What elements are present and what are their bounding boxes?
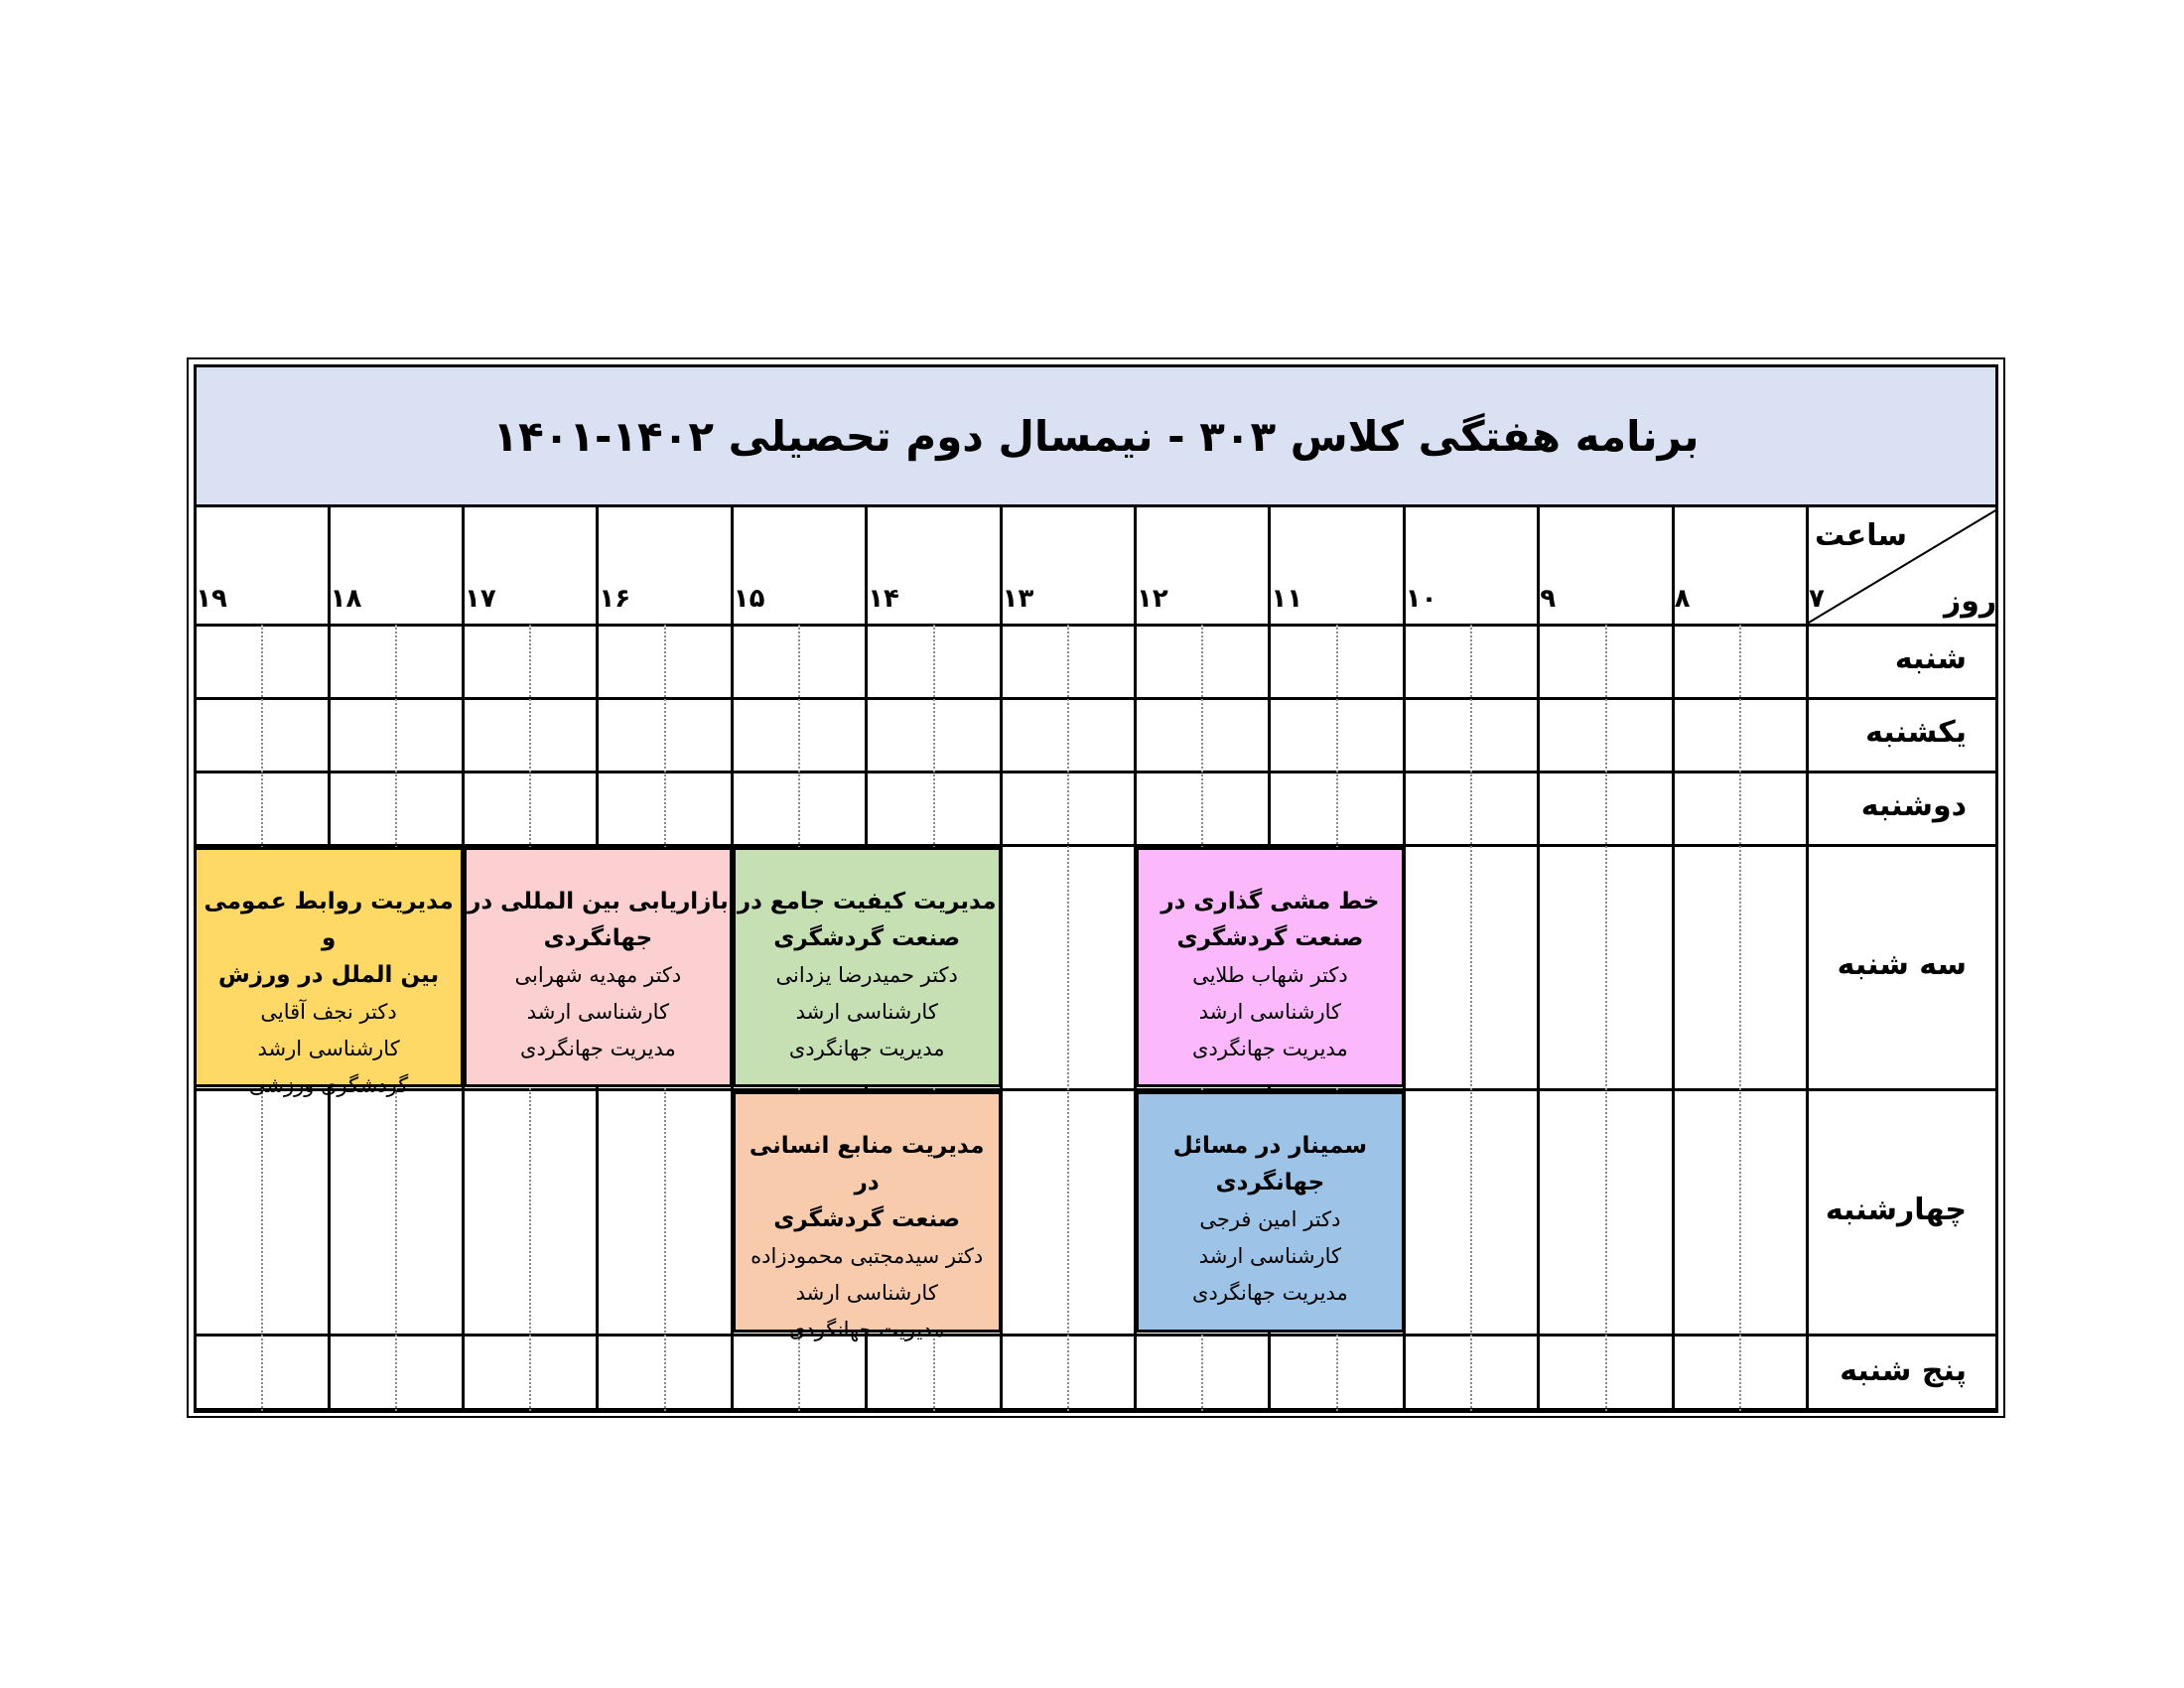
course-name: جهانگردی xyxy=(543,925,653,951)
course-name: خط مشی گذاری در xyxy=(1160,889,1380,914)
hour-label: ۱۱ xyxy=(1271,584,1303,614)
course-block[interactable] xyxy=(194,847,464,1097)
course-field: مدیریت جهانگردی xyxy=(1192,1037,1348,1060)
course-field: مدیریت جهانگردی xyxy=(788,1037,945,1060)
corner-hour-label: ساعت xyxy=(1815,518,1908,553)
course-field: مدیریت جهانگردی xyxy=(1192,1281,1348,1305)
hour-label: ۱۵ xyxy=(733,584,765,614)
hour-col-line xyxy=(1537,507,1540,1411)
course-name: صنعت گردشگری xyxy=(773,925,961,951)
course-instructor: دکتر مهدیه شهرابی xyxy=(514,963,682,987)
day-col-line xyxy=(1806,507,1809,1411)
course-instructor: دکتر شهاب طلایی xyxy=(1192,963,1348,987)
course-instructor: دکتر حمیدرضا یزدانی xyxy=(775,963,958,987)
course-degree: کارشناسی ارشد xyxy=(795,1000,938,1024)
course-instructor: دکتر سیدمجتبی محمودزاده xyxy=(751,1244,984,1268)
title-band xyxy=(194,364,1998,507)
day-label: چهارشنبه xyxy=(1825,1192,1967,1227)
course-degree: کارشناسی ارشد xyxy=(1198,1000,1342,1024)
course-block[interactable] xyxy=(733,1091,1002,1341)
course-name: بازاریابی بین المللی در xyxy=(468,889,729,914)
schedule-title: برنامه هفتگی کلاس ۳۰۳ - نیمسال دوم تحصیلی ۱۴۰۲-۱۴۰۱ xyxy=(492,411,1700,461)
hour-label: ۱۰ xyxy=(1405,584,1437,614)
course-name: جهانگردی xyxy=(1215,1170,1325,1196)
course-name: صنعت گردشگری xyxy=(1176,925,1364,951)
hour-label: ۱۲ xyxy=(1137,584,1168,614)
course-block[interactable] xyxy=(464,847,733,1087)
hour-label: ۱۹ xyxy=(196,584,227,614)
hour-label: ۸ xyxy=(1674,584,1691,614)
day-label: سه شنبه xyxy=(1837,947,1967,982)
hour-label: ۱۷ xyxy=(465,584,496,614)
half-hour-guide xyxy=(1605,625,1607,1411)
day-label: دوشنبه xyxy=(1860,788,1967,823)
course-instructor: دکتر نجف آقایی xyxy=(260,1000,397,1024)
hour-label: ۱۶ xyxy=(599,584,631,614)
hour-label: ۱۳ xyxy=(1002,584,1034,614)
day-label: پنج شنبه xyxy=(1840,1352,1967,1388)
course-name: مدیریت منابع انسانی در xyxy=(749,1133,985,1196)
corner-day-label: روز xyxy=(1944,584,1997,619)
course-field: مدیریت جهانگردی xyxy=(788,1318,945,1341)
hour-label: ۹ xyxy=(1540,584,1557,614)
course-block[interactable] xyxy=(1136,1091,1405,1333)
hour-label: ۷ xyxy=(1809,584,1825,614)
course-name: مدیریت روابط عمومی و xyxy=(204,889,454,951)
course-degree: کارشناسی ارشد xyxy=(795,1281,938,1305)
course-degree: کارشناسی ارشد xyxy=(526,1000,670,1024)
course-name: مدیریت کیفیت جامع در xyxy=(737,889,997,914)
course-degree: کارشناسی ارشد xyxy=(257,1037,400,1060)
course-block[interactable] xyxy=(733,847,1002,1087)
course-field: گردشگری ورزشی xyxy=(248,1073,409,1097)
hour-label: ۱۴ xyxy=(868,584,899,614)
day-label: شنبه xyxy=(1894,641,1967,676)
course-instructor: دکتر امین فرجی xyxy=(1199,1207,1341,1231)
hour-label: ۱۸ xyxy=(330,584,362,614)
half-hour-guide xyxy=(1067,625,1069,1411)
course-name: سمینار در مسائل xyxy=(1172,1133,1367,1159)
hour-col-line xyxy=(1672,507,1675,1411)
half-hour-guide xyxy=(1739,625,1741,1411)
course-degree: کارشناسی ارشد xyxy=(1198,1244,1342,1268)
course-name: بین الملل در ورزش xyxy=(218,962,440,988)
course-field: مدیریت جهانگردی xyxy=(520,1037,676,1060)
course-name: صنعت گردشگری xyxy=(773,1206,961,1232)
day-label: یکشنبه xyxy=(1865,715,1967,750)
course-block[interactable] xyxy=(1136,847,1405,1087)
half-hour-guide xyxy=(1470,625,1472,1411)
